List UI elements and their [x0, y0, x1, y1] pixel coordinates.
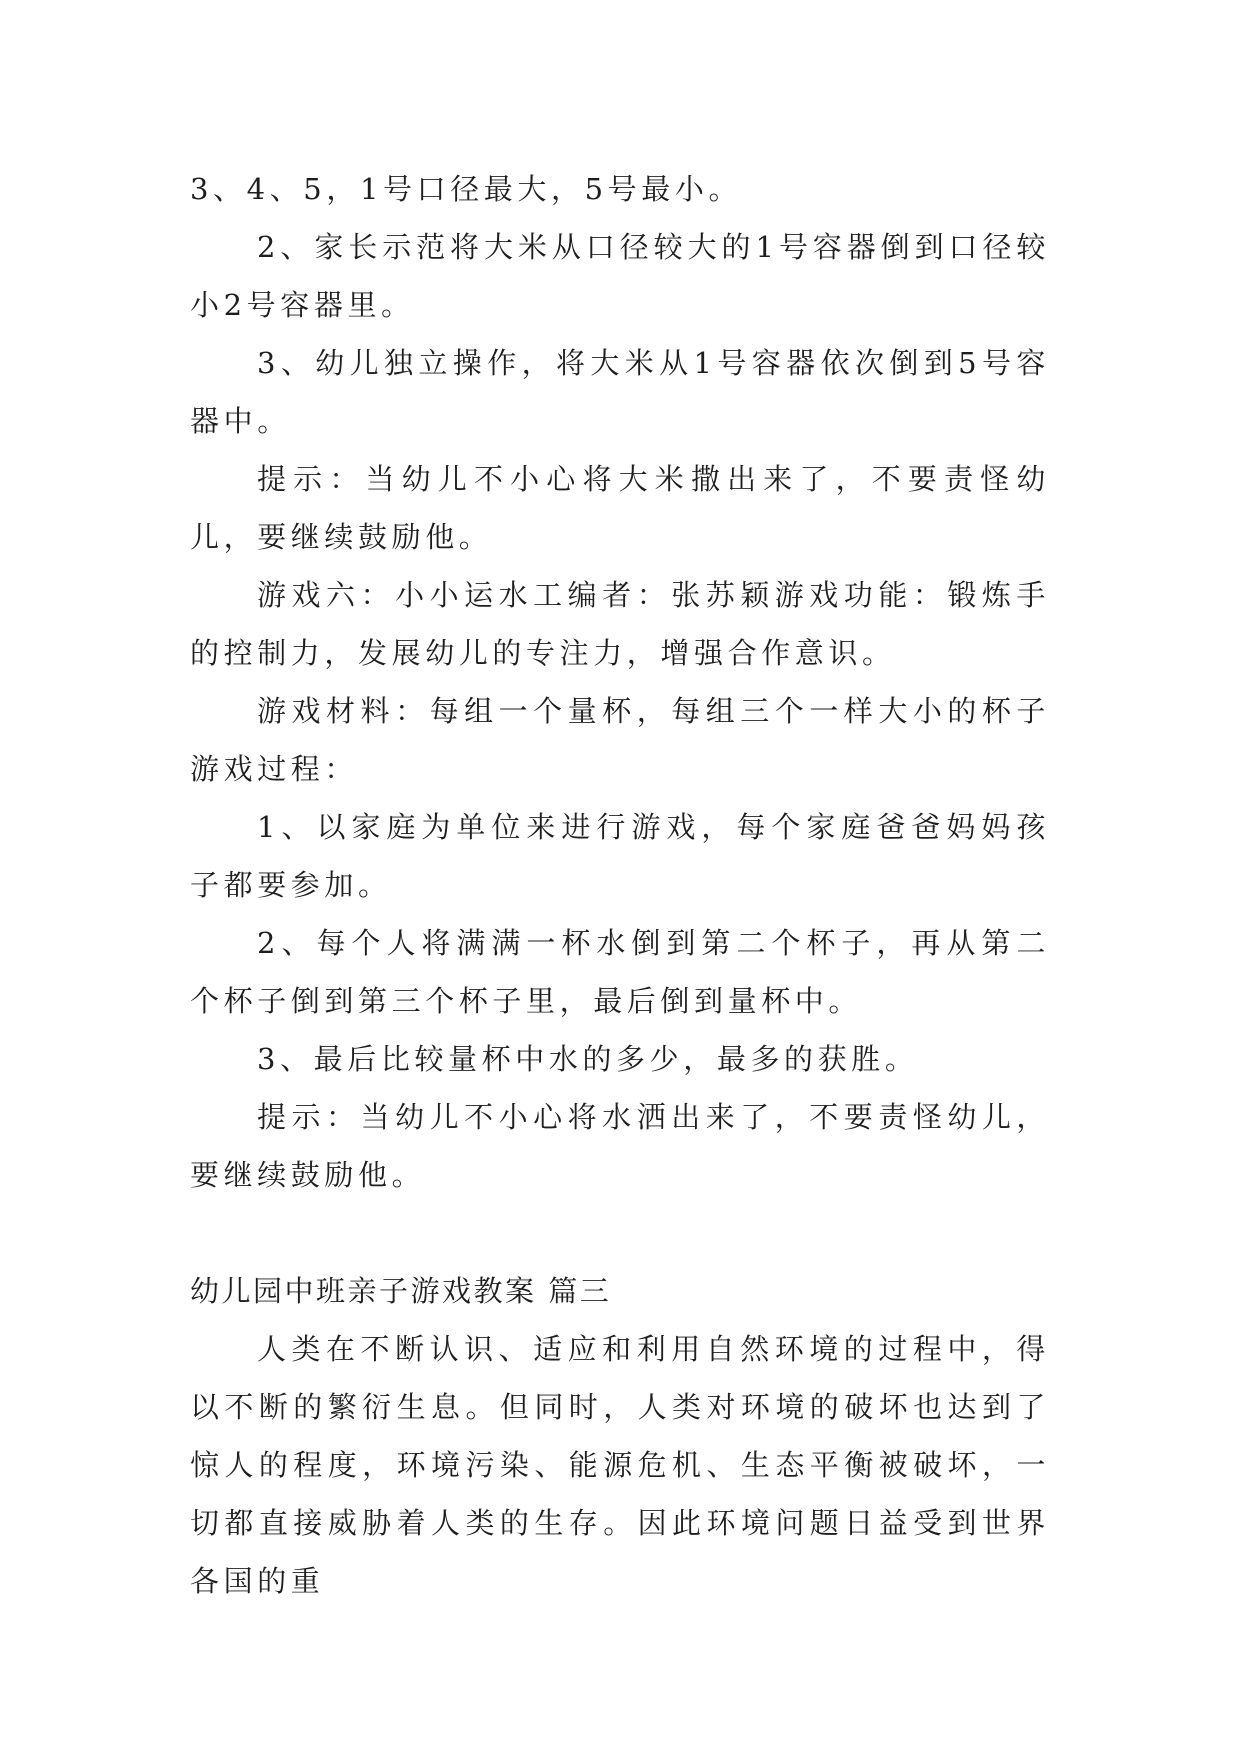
- paragraph-game-six-intro: 游戏六：小小运水工编者：张苏颖游戏功能：锻炼手的控制力，发展幼儿的专注力，增强合作意识。: [190, 578, 1050, 670]
- paragraph-environment: 人类在不断认识、适应和利用自然环境的过程中，得以不断的繁衍生息。但同时，人类对环境的破坏也达到了惊人的程度，环境污染、能源危机、生态平衡被破坏，一切都直接威胁着人类的生存。因此环境问题日益受到世界各国的重: [190, 1332, 1050, 1598]
- paragraph-game-step-2: 2、每个人将满满一杯水倒到第二个杯子，再从第二个杯子倒到第三个杯子里，最后倒到量杯中。: [190, 926, 1050, 1018]
- document-body: [190, 160, 1050, 1610]
- paragraph-step-3: 3、幼儿独立操作，将大米从1号容器依次倒到5号容器中。: [190, 346, 1050, 438]
- paragraph-game-step-3: 3、最后比较量杯中水的多少，最多的获胜。: [257, 1042, 919, 1076]
- paragraph-step-2: 2、家长示范将大米从口径较大的1号容器倒到口径较小2号容器里。: [190, 230, 1050, 322]
- paragraph-continuation: 3、4、5，1号口径最大，5号最小。: [190, 172, 743, 206]
- paragraph-game-tip: 提示：当幼儿不小心将水洒出来了，不要责怪幼儿，要继续鼓励他。: [190, 1100, 1050, 1192]
- paragraph-game-step-1: 1、以家庭为单位来进行游戏，每个家庭爸爸妈妈孩子都要参加。: [190, 810, 1050, 902]
- section-title: 幼儿园中班亲子游戏教案 篇三: [190, 1274, 612, 1308]
- paragraph-game-materials: 游戏材料：每组一个量杯，每组三个一样大小的杯子游戏过程：: [190, 694, 1050, 786]
- paragraph-tip: 提示：当幼儿不小心将大米撒出来了，不要责怪幼儿，要继续鼓励他。: [190, 462, 1050, 554]
